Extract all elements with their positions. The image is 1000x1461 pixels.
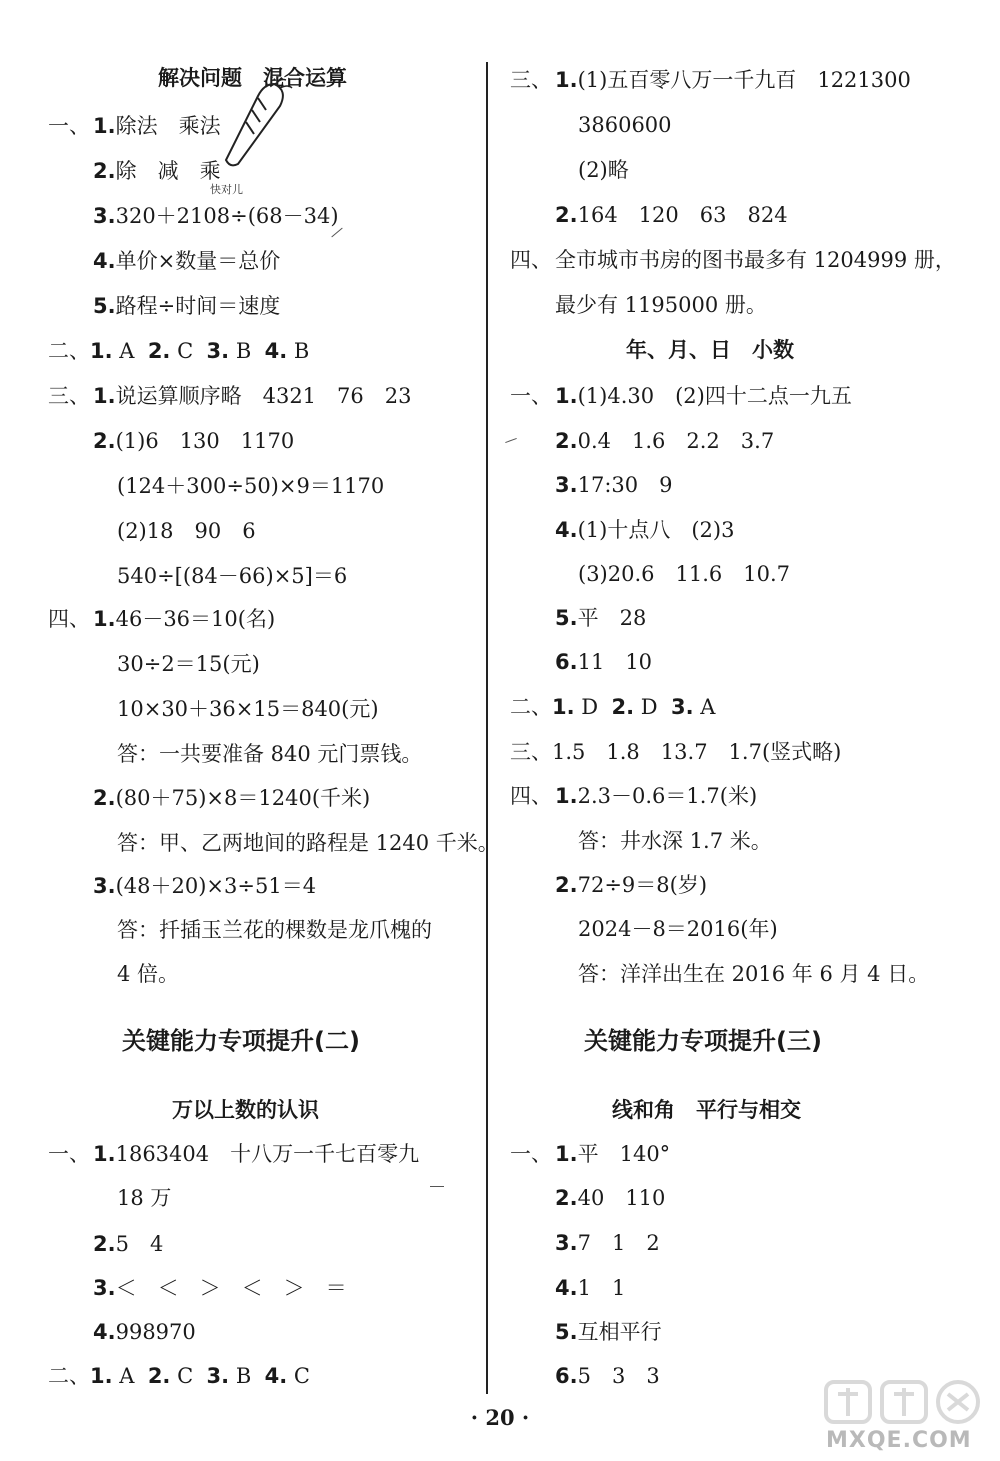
answer-line: 2.(1)6 130 1170 [93,429,295,453]
answer-line: 18 万 [117,1186,172,1210]
q-group-4-label: 四、 [510,784,552,808]
q-group-4-label: 四、 [48,607,90,631]
big-title-ability-2: 关键能力专项提升(二) [122,1027,360,1055]
section-title-dates-decimals: 年、月、日 小数 [626,338,794,362]
answer-line: (3)20.6 11.6 10.7 [578,562,791,586]
answer-line: 二、1. A 2. C 3. B 4. C [48,1364,310,1388]
answer-line: 2.72÷9＝8(岁) [555,873,708,897]
answer-line: 30÷2＝15(元) [117,652,260,676]
answer-line: 4.998970 [93,1320,196,1344]
answer-line: 10×30＋36×15＝840(元) [117,697,379,721]
answer-line: 1.除法 乘法 [93,114,221,138]
answer-line: 5.平 28 [555,606,647,630]
q-group-4-label: 四、 [510,248,552,272]
answer-line: 二、1. D 2. D 3. A [510,695,716,719]
answer-line: 1.1863404 十八万一千七百零九 [93,1142,420,1166]
answer-line: 答：洋洋出生在 2016 年 6 月 4 日。 [578,962,930,986]
answer-line: 1.平 140° [555,1142,671,1166]
column-divider [486,62,488,1394]
answer-line: 1.说运算顺序略 4321 76 23 [93,384,412,408]
answer-line: 2.0.4 1.6 2.2 3.7 [555,429,775,453]
answer-line: 3.＜ ＜ ＞ ＜ ＞ ＝ [93,1276,347,1300]
answer-line: 3860600 [578,113,672,137]
answer-line: 1.(1)4.30 (2)四十二点一九五 [555,384,852,408]
answer-line: 4.1 1 [555,1276,626,1300]
q-group-3-label: 三、 [510,68,552,92]
q-group-3-label: 三、 [48,384,90,408]
answer-line: 2.40 110 [555,1186,666,1210]
answer-line: 3.320＋2108÷(68－34) [93,204,339,228]
answer-line: 6.5 3 3 [555,1364,660,1388]
section-title-large-numbers: 万以上数的认识 [172,1098,319,1122]
handwritten-note: 快对儿 [210,183,243,196]
answer-line: 1.46－36＝10(名) [93,607,276,631]
answer-line: 答：扦插玉兰花的棵数是龙爪槐的 [117,918,432,942]
answer-line: 5.路程÷时间＝速度 [93,294,281,318]
carrot-doodle [214,78,294,168]
answer-line: 4 倍。 [117,962,180,986]
answer-line: 全市城市书房的图书最多有 1204999 册， [555,248,956,272]
answer-line: 2.5 4 [93,1232,164,1256]
answer-line: (2)18 90 6 [117,519,256,543]
answer-line: (124＋300÷50)×9＝1170 [117,474,385,498]
big-title-ability-3: 关键能力专项提升(三) [584,1027,822,1055]
answer-line: 最少有 1195000 册。 [555,293,767,317]
answer-line: (2)略 [578,158,629,182]
answer-line: 1.2.3－0.6＝1.7(米) [555,784,758,808]
stray-pen-mark [430,1186,444,1187]
q-group-1-label: 一、 [48,114,90,138]
answer-line: 6.11 10 [555,650,653,674]
answer-line: 2.除 减 乘 [93,159,221,183]
section-title-lines-angles: 线和角 平行与相交 [612,1098,801,1122]
watermark-text: MXQE.COM [826,1428,972,1453]
answer-line: 2.164 120 63 824 [555,203,788,227]
answer-line: 3.17:30 9 [555,473,673,497]
answer-line: 1.(1)五百零八万一千九百 1221300 [555,68,911,92]
answer-line: 4.单价×数量＝总价 [93,249,281,273]
answer-line: 三、1.5 1.8 13.7 1.7(竖式略) [510,740,842,764]
section-title-mixed-operations: 解决问题 混合运算 [158,66,347,90]
answer-line: 二、1. A 2. C 3. B 4. B [48,339,310,363]
answer-line: 5.互相平行 [555,1320,662,1344]
page-number: · 20 · [470,1405,530,1430]
answer-line: 2.(80＋75)×8＝1240(千米) [93,786,371,810]
stray-pen-mark [505,438,517,443]
answer-line: 答：一共要准备 840 元门票钱。 [117,742,423,766]
answer-line: 4.(1)十点八 (2)3 [555,518,735,542]
answer-line: 2024－8＝2016(年) [578,917,778,941]
q-group-1-label: 一、 [510,1142,552,1166]
answer-line: 540÷[(84－66)×5]＝6 [117,564,348,588]
answer-line: 3.(48＋20)×3÷51＝4 [93,874,317,898]
answer-line: 答：井水深 1.7 米。 [578,829,772,853]
q-group-1-label: 一、 [510,384,552,408]
answer-line: 3.7 1 2 [555,1231,660,1255]
q-group-1-label: 一、 [48,1142,90,1166]
answer-line: 答：甲、乙两地间的路程是 1240 千米。 [117,831,499,855]
